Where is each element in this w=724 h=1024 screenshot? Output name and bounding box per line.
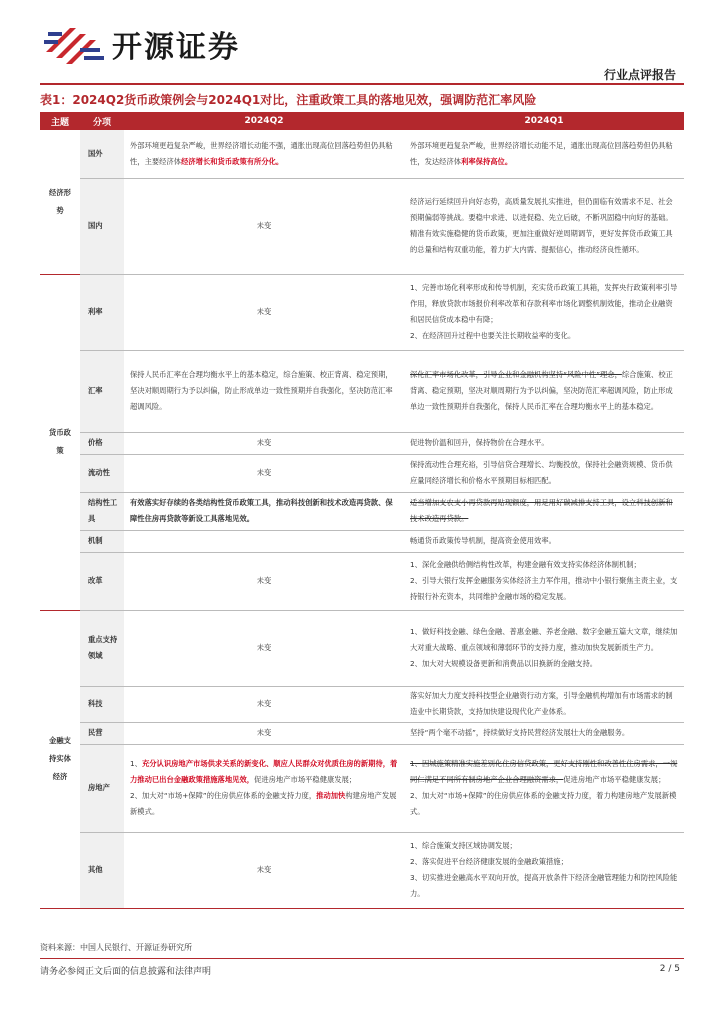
q1-cell <box>404 274 684 350</box>
text-segment: 综合施策、校正背离、稳定预期，坚决对顺周期行为予以纠偏，坚决防范汇率超调风险，防止形成单边一致性预期并自我强化，保持人民币汇率在合理均衡水平上的基本稳定。 <box>410 370 673 411</box>
item-label: 国外 <box>80 130 124 178</box>
q1-cell: 保持流动性合理充裕，引导信贷合理增长、均衡投放，保持社会融资规模、货币供应量同经济增长和价格水平预期目标相匹配。 <box>404 454 684 492</box>
table-row <box>40 744 684 832</box>
table-row <box>40 686 684 722</box>
q1-cell: 落实好加大力度支持科技型企业融资行动方案，引导金融机构增加有市场需求的制造业中长期贷款，支持加快建设现代化产业体系。 <box>404 686 684 722</box>
list-item: 2、加大对大规模设备更新和消费品以旧换新的金融支持。 <box>410 659 598 668</box>
list-item <box>410 788 678 820</box>
table-row <box>40 552 684 610</box>
q2-cell: 未变 <box>124 432 404 454</box>
list-item: 1、完善市场化利率形成和传导机制，充实货币政策工具箱，发挥央行政策利率引导作用，释放贷款市场报价利率改革和存款利率市场化调整机制效能，推动企业融资和居民信贷成本稳中有降； <box>410 283 678 324</box>
q2-cell: 未变 <box>124 610 404 686</box>
list-item <box>130 756 398 788</box>
q1-cell: 畅通货币政策传导机制，提高资金使用效率。 <box>404 530 684 552</box>
text-segment: 2、加大对“市场+保障”的住房供应体系的金融支持力度，着力构建房地产发展新模式。 <box>410 791 677 816</box>
table-row <box>40 350 684 432</box>
q2-cell: 未变 <box>124 686 404 722</box>
text-segment: 促进房地产市场平稳健康发展； <box>563 775 666 784</box>
q2-cell: 未变 <box>124 552 404 610</box>
list-item: 1、深化金融供给侧结构性改革，构建金融有效支持实体经济体制机制； <box>410 560 641 569</box>
item-label: 利率 <box>80 274 124 350</box>
list-item: 2、落实促进平台经济健康发展的金融政策措施； <box>410 857 568 866</box>
q2-cell: 未变 <box>124 832 404 908</box>
table-row <box>40 130 684 178</box>
q2-cell <box>124 744 404 832</box>
q2-cell: 未变 <box>124 274 404 350</box>
category-economy: 经济形势 <box>40 130 80 274</box>
text-segment: 充分认识房地产市场供求关系的新变化、顺应人民群众对优质住房的新期待，着力推动已出台金融政策措施落地见效， <box>130 759 398 784</box>
header-theme: 主题 <box>40 112 80 130</box>
q2-cell: 未变 <box>124 178 404 274</box>
kaiyuan-logo-icon <box>40 18 106 70</box>
text-segment: 外部环境更趋复杂严峻，世界经济增长动能不强，通胀出现高位回落趋势但仍具粘性，主要经济体 <box>130 140 393 166</box>
q1-cell: 坚持“两个毫不动摇”，持续做好支持民营经济发展壮大的金融服务。 <box>404 722 684 744</box>
q1-cell: 适当增加支农支小再贷款再贴现额度，用足用好碳减排支持工具，设立科技创新和技术改造再贷款。 <box>404 492 684 530</box>
q1-cell <box>404 832 684 908</box>
table-row <box>40 492 684 530</box>
text-segment: 经济增长和货币政策有所分化。 <box>181 156 284 166</box>
text-segment: 外部环境更趋复杂严峻，世界经济增长动能不足，通胀出现高位回落趋势但仍具粘性，发达经济体 <box>410 140 673 166</box>
item-label: 民营 <box>80 722 124 744</box>
report-type: 行业点评报告 <box>603 68 676 82</box>
table-row <box>40 530 684 552</box>
q2-cell: 未变 <box>124 454 404 492</box>
list-item: 1、综合施策支持区域协调发展； <box>410 841 517 850</box>
policy-comparison-table <box>40 112 684 909</box>
category-finance: 金融支持实体经济 <box>40 610 80 908</box>
table-title: 表1：2024Q2货币政策例会与2024Q1对比，注重政策工具的落地见效，强调防范汇率风险 <box>40 93 537 107</box>
company-name: 开源证券 <box>112 30 240 65</box>
list-item <box>410 756 678 788</box>
text-segment: 利率保持高位。 <box>461 156 513 166</box>
header-divider <box>40 83 684 85</box>
item-label: 国内 <box>80 178 124 274</box>
q1-cell <box>404 744 684 832</box>
q1-cell <box>404 350 684 432</box>
q2-cell: 未变 <box>124 722 404 744</box>
q2-cell <box>124 530 404 552</box>
item-label: 机制 <box>80 530 124 552</box>
text-segment: 2、加大对“市场+保障”的住房供应体系的金融支持力度， <box>130 791 317 800</box>
page-number: 2 / 5 <box>659 964 680 974</box>
text-segment: 促进房地产市场平稳健康发展； <box>254 775 357 784</box>
text-segment: 深化汇率市场化改革，引导企业和金融机构坚持“风险中性”理念， <box>410 370 622 379</box>
company-logo <box>40 18 240 70</box>
text-segment: 1、 <box>130 759 142 768</box>
category-monetary: 货币政策 <box>40 274 80 610</box>
q1-cell <box>404 130 684 178</box>
q2-cell <box>124 130 404 178</box>
footer-divider <box>40 958 684 959</box>
item-label: 改革 <box>80 552 124 610</box>
item-label: 汇率 <box>80 350 124 432</box>
item-label: 其他 <box>80 832 124 908</box>
text-segment: 推动加快 <box>316 791 346 800</box>
table-row <box>40 832 684 908</box>
header-q2: 2024Q2 <box>124 112 404 130</box>
item-label: 重点支持领域 <box>80 610 124 686</box>
list-item: 2、引导大银行发挥金融服务实体经济主力军作用，推动中小银行聚焦主责主业，支持银行补充资本，共同维护金融市场的稳定发展。 <box>410 576 678 601</box>
text-segment: 构建房地产发展新模式。 <box>130 791 397 816</box>
item-label: 科技 <box>80 686 124 722</box>
header-item: 分项 <box>80 112 124 130</box>
table-row <box>40 432 684 454</box>
item-label: 房地产 <box>80 744 124 832</box>
item-label: 流动性 <box>80 454 124 492</box>
q1-cell <box>404 610 684 686</box>
text-segment: 1、因城施策精准实施差别化住房信贷政策，更好支持刚性和改善性住房需求，一视同仁满足不同所有制房地产企业合理融资需求， <box>410 759 678 784</box>
q1-cell: 促进物价温和回升，保持物价在合理水平。 <box>404 432 684 454</box>
table-row <box>40 610 684 686</box>
list-item: 3、切实推进金融高水平双向开放，提高开放条件下经济金融管理能力和防控风险能力。 <box>410 873 678 898</box>
q1-cell: 经济运行延续回升向好态势，高质量发展扎实推进，但仍面临有效需求不足、社会预期偏弱等挑战。要稳中求进、以进促稳、先立后破，不断巩固稳中向好的基础。精准有效实施稳健的货币政策，更加注重做好逆周期调节，更好发挥货币政策工具的总量和结构双重功能，着力扩大内需、提振信心，推动经济良性循环。 <box>404 178 684 274</box>
item-label: 价格 <box>80 432 124 454</box>
header-q1: 2024Q1 <box>404 112 684 130</box>
table-row <box>40 454 684 492</box>
item-label: 结构性工具 <box>80 492 124 530</box>
q1-cell <box>404 552 684 610</box>
source-note: 资料来源：中国人民银行、开源证券研究所 <box>40 943 192 952</box>
q2-cell: 保持人民币汇率在合理均衡水平上的基本稳定，综合施策、校正背离、稳定预期，坚决对顺周期行为予以纠偏，防止形成单边一致性预期并自我强化，坚决防范汇率超调风险。 <box>124 350 404 432</box>
table-header-row <box>40 112 684 130</box>
table-row <box>40 274 684 350</box>
list-item: 1、做好科技金融、绿色金融、普惠金融、养老金融、数字金融五篇大文章，继续加大对重大战略、重点领域和薄弱环节的支持力度，推动加快发展新质生产力。 <box>410 627 678 652</box>
disclaimer-link[interactable]: 请务必参阅正文后面的信息披露和法律声明 <box>40 967 212 977</box>
table-row <box>40 178 684 274</box>
list-item <box>130 788 398 820</box>
table-row <box>40 722 684 744</box>
q2-cell: 有效落实好存续的各类结构性货币政策工具，推动科技创新和技术改造再贷款、保障性住房再贷款等新设工具落地见效。 <box>124 492 404 530</box>
list-item: 2、在经济回升过程中也要关注长期收益率的变化。 <box>410 331 576 340</box>
